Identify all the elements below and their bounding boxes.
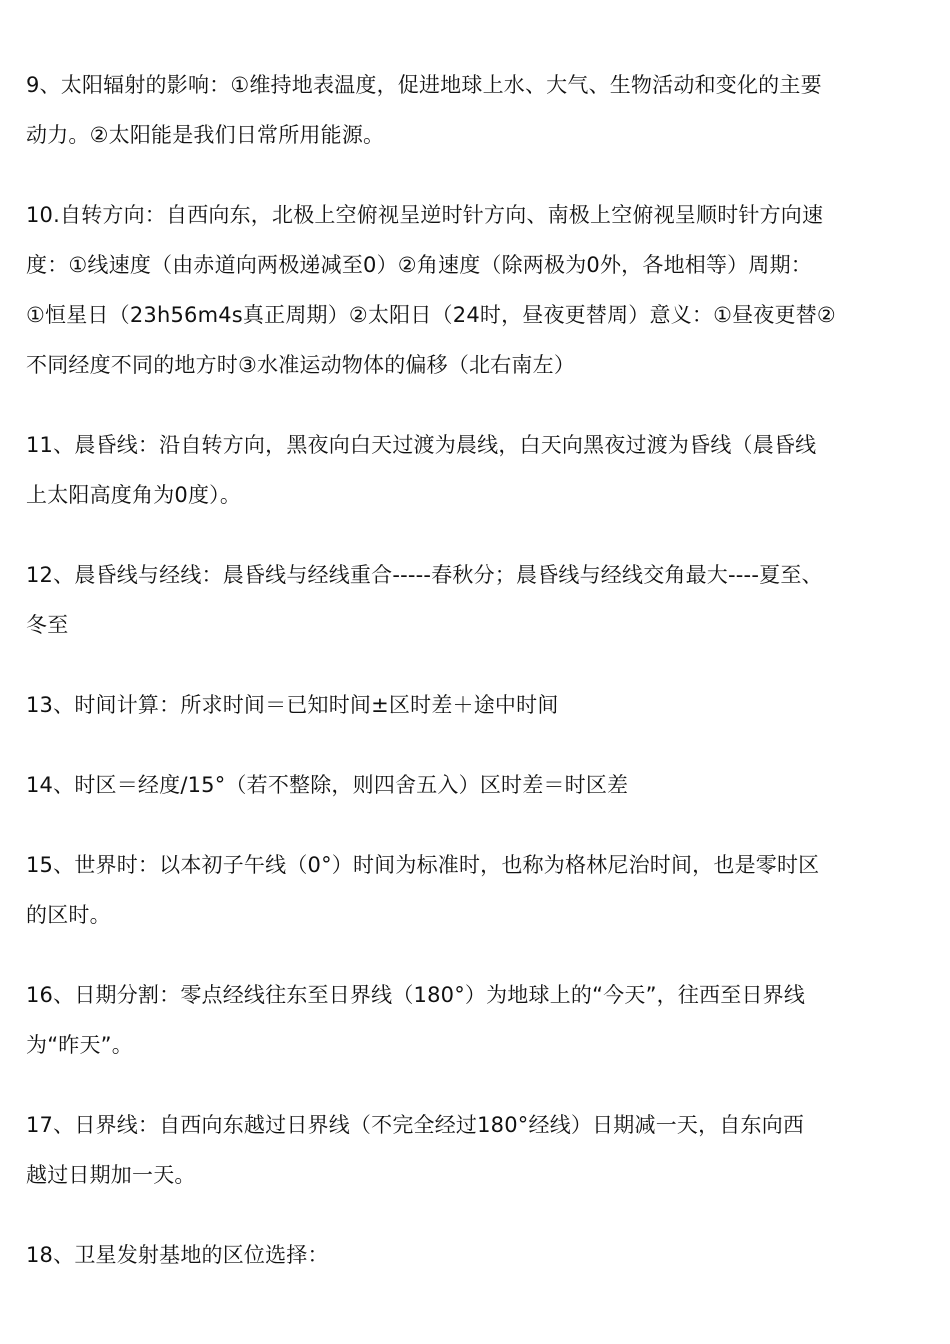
paragraph-16 (26, 970, 926, 1070)
paragraph-line: 17、日界线：自西向东越过日界线（不完全经过180°经线）日期减一天，自东向西 (26, 1113, 805, 1137)
paragraph-line: 16、日期分割：零点经线往东至日界线（180°）为地球上的“今天”，往西至日界线 (26, 983, 806, 1007)
paragraph-line: 上太阳高度角为0度）。 (26, 483, 242, 507)
paragraph-13 (26, 680, 926, 730)
paragraph-9 (26, 60, 926, 160)
paragraph-18 (26, 1230, 926, 1280)
paragraph-line: 度：①线速度（由赤道向两极递减至0）②角速度（除两极为0外，各地相等）周期： (26, 253, 812, 277)
paragraph-line: 不同经度不同的地方时③水准运动物体的偏移（北右南左） (26, 353, 576, 377)
paragraph-line: 13、时间计算：所求时间＝已知时间±区时差＋途中时间 (26, 693, 559, 717)
paragraph-12 (26, 550, 926, 650)
paragraph-line: 为“昨天”。 (26, 1033, 133, 1057)
paragraph-line: 18、卫星发射基地的区位选择： (26, 1243, 329, 1267)
paragraph-line: 10.自转方向：自西向东，北极上空俯视呈逆时针方向、南极上空俯视呈顺时针方向速 (26, 203, 824, 227)
paragraph-line: 的区时。 (26, 903, 111, 927)
paragraph-line: 12、晨昏线与经线：晨昏线与经线重合-----春秋分；晨昏线与经线交角最大----夏至、 (26, 563, 823, 587)
paragraph-line: 冬至 (26, 613, 69, 637)
paragraph-line: 15、世界时：以本初子午线（0°）时间为标准时，也称为格林尼治时间，也是零时区 (26, 853, 820, 877)
paragraph-line: 动力。②太阳能是我们日常所用能源。 (26, 123, 385, 147)
document-page (26, 60, 926, 1310)
paragraph-17 (26, 1100, 926, 1200)
paragraph-line: ①恒星日（23h56m4s真正周期）②太阳日（24时，昼夜更替周）意义：①昼夜更替② (26, 303, 836, 327)
paragraph-line: 9、太阳辐射的影响：①维持地表温度，促进地球上水、大气、生物活动和变化的主要 (26, 73, 822, 97)
paragraph-line: 越过日期加一天。 (26, 1163, 196, 1187)
paragraph-line: 11、晨昏线：沿自转方向，黑夜向白天过渡为晨线，白天向黑夜过渡为昏线（晨昏线 (26, 433, 817, 457)
paragraph-15 (26, 840, 926, 940)
paragraph-line: 14、时区＝经度/15°（若不整除，则四舍五入）区时差＝时区差 (26, 773, 629, 797)
paragraph-10 (26, 190, 926, 390)
paragraph-14 (26, 760, 926, 810)
paragraph-11 (26, 420, 926, 520)
